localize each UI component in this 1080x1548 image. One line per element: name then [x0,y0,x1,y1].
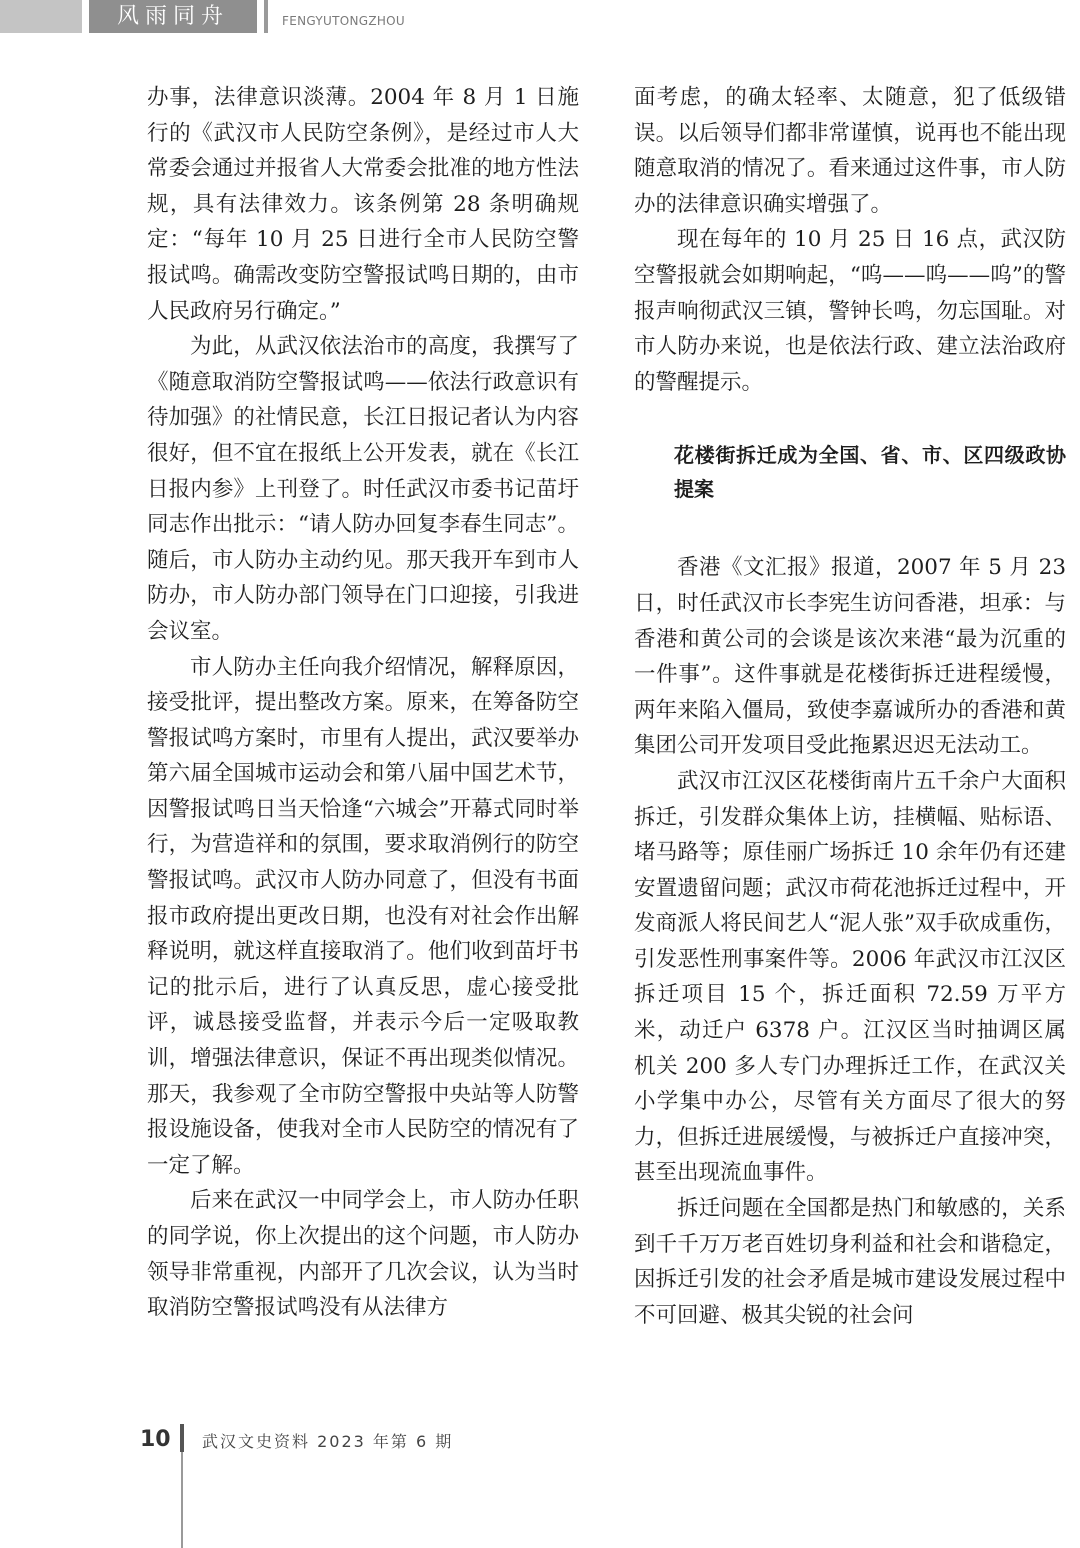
paragraph: 面考虑，的确太轻率、太随意，犯了低级错误。以后领导们都非常谨慎，说再也不能出现随意取消的情况了。看来通过这件事，市人防办的法律意识确实增强了。 [634,85,1066,217]
header-divider [264,0,268,33]
paragraph: 现在每年的 10 月 25 日 16 点，武汉防空警报就会如期响起，“呜——呜——呜”的警报声响彻武汉三镇，警钟长鸣，勿忘国耻。对市人防办来说，也是依法行政、建立法治政府的警醒提示。 [634,227,1066,395]
paragraph: 香港《文汇报》报道，2007 年 5 月 23 日，时任武汉市长李宪生访问香港，坦承：与香港和黄公司的会谈是该次来港“最为沉重的一件事”。这件事就是花楼街拆迁进程缓慢，两年来陷入僵局，致使李嘉诚所办的香港和黄集团公司开发项目受此拖累迟迟无法动工。 [634,555,1066,759]
section-heading: 花楼街拆迁成为全国、省、市、区四级政协提案 [674,443,1066,502]
journal-title: 武汉文史资料 2023 年第 6 期 [202,1432,454,1451]
spacer [634,506,1066,550]
paragraph: 为此，从武汉依法治市的高度，我撰写了《随意取消防空警报试鸣——依法行政意识有待加强》的社情民意，长江日报记者认为内容很好，但不宜在报纸上公开发表，就在《长江日报内参》上刊登了。时任武汉市委书记苗圩同志作出批示：“请人防办回复李春生同志”。随后，市人防办主动约见。那天我开车到市人防办，市人防办部门领导在门口迎接，引我进会议室。 [147,334,579,644]
section-title: 风雨同舟 [116,4,229,29]
page-number: 10 [140,1427,171,1452]
paragraph: 拆迁问题在全国都是热门和敏感的，关系到千千万万老百姓切身利益和社会和谐稳定，因拆迁引发的社会矛盾是城市建设发展过程中不可回避、极其尖锐的社会问 [634,1196,1066,1328]
paragraph: 市人防办主任向我介绍情况，解释原因，接受批评，提出整改方案。原来，在筹备防空警报试鸣方案时，市里有人提出，武汉要举办第六届全国城市运动会和第八届中国艺术节，因警报试鸣日当天恰逢“六城会”开幕式同时举行，为营造祥和的氛围，要求取消例行的防空警报试鸣。武汉市人防办同意了，但没有书面报市政府提出更改日期，也没有对社会作出解释说明，就这样直接取消了。他们收到苗圩书记的批示后，进行了认真反思，虚心接受批评，诚恳接受监督，并表示今后一定吸取教训，增强法律意识，保证不再出现类似情况。那天，我参观了全市防空警报中央站等人防警报设施设备，使我对全市人民防空的情况有了一定了解。 [147,654,579,1178]
spacer [634,400,1066,438]
section-tab [89,0,257,33]
paragraph: 后来在武汉一中同学会上，市人防办任职的同学说，你上次提出的这个问题，市人防办领导非常重视，内部开了几次会议，认为当时取消防空警报试鸣没有从法律方 [147,1188,579,1321]
footer-divider-accent [180,1424,184,1452]
paragraph: 办事，法律意识淡薄。2004 年 8 月 1 日施行的《武汉市人民防空条例》，是经过市人大常委会通过并报省人大常委会批准的地方性法规，具有法律效力。该条例第 28 条明确规定：“每年 10 月 25 日进行全市人民防空警报试鸣。确需改变防空警报试鸣日期的，由市人民政府另行确定。” [147,85,579,324]
right-column [634,80,1066,1333]
paragraph: 武汉市江汉区花楼街南片五千余户大面积拆迁，引发群众集体上访，挂横幅、贴标语、堵马路等；原佳丽广场拆迁 10 余年仍有还建安置遗留问题；武汉市荷花池拆迁过程中，开发商派人将民间艺人“泥人张”双手砍成重伤，引发恶性刑事案件等。2006 年武汉市江汉区拆迁项目 15 个，拆迁面积 72.59 万平方米，动迁户 6378 户。江汉区当时抽调区属机关 200 多人专门办理拆迁工作，在武汉关小学集中办公，尽管有关方面尽了很大的努力，但拆迁进展缓慢，与被拆迁户直接冲突，甚至出现流血事件。 [634,768,1066,1186]
section-pinyin: FENGYUTONGZHOU [282,14,405,28]
header-grey-block [0,0,82,33]
left-column [147,80,579,1326]
